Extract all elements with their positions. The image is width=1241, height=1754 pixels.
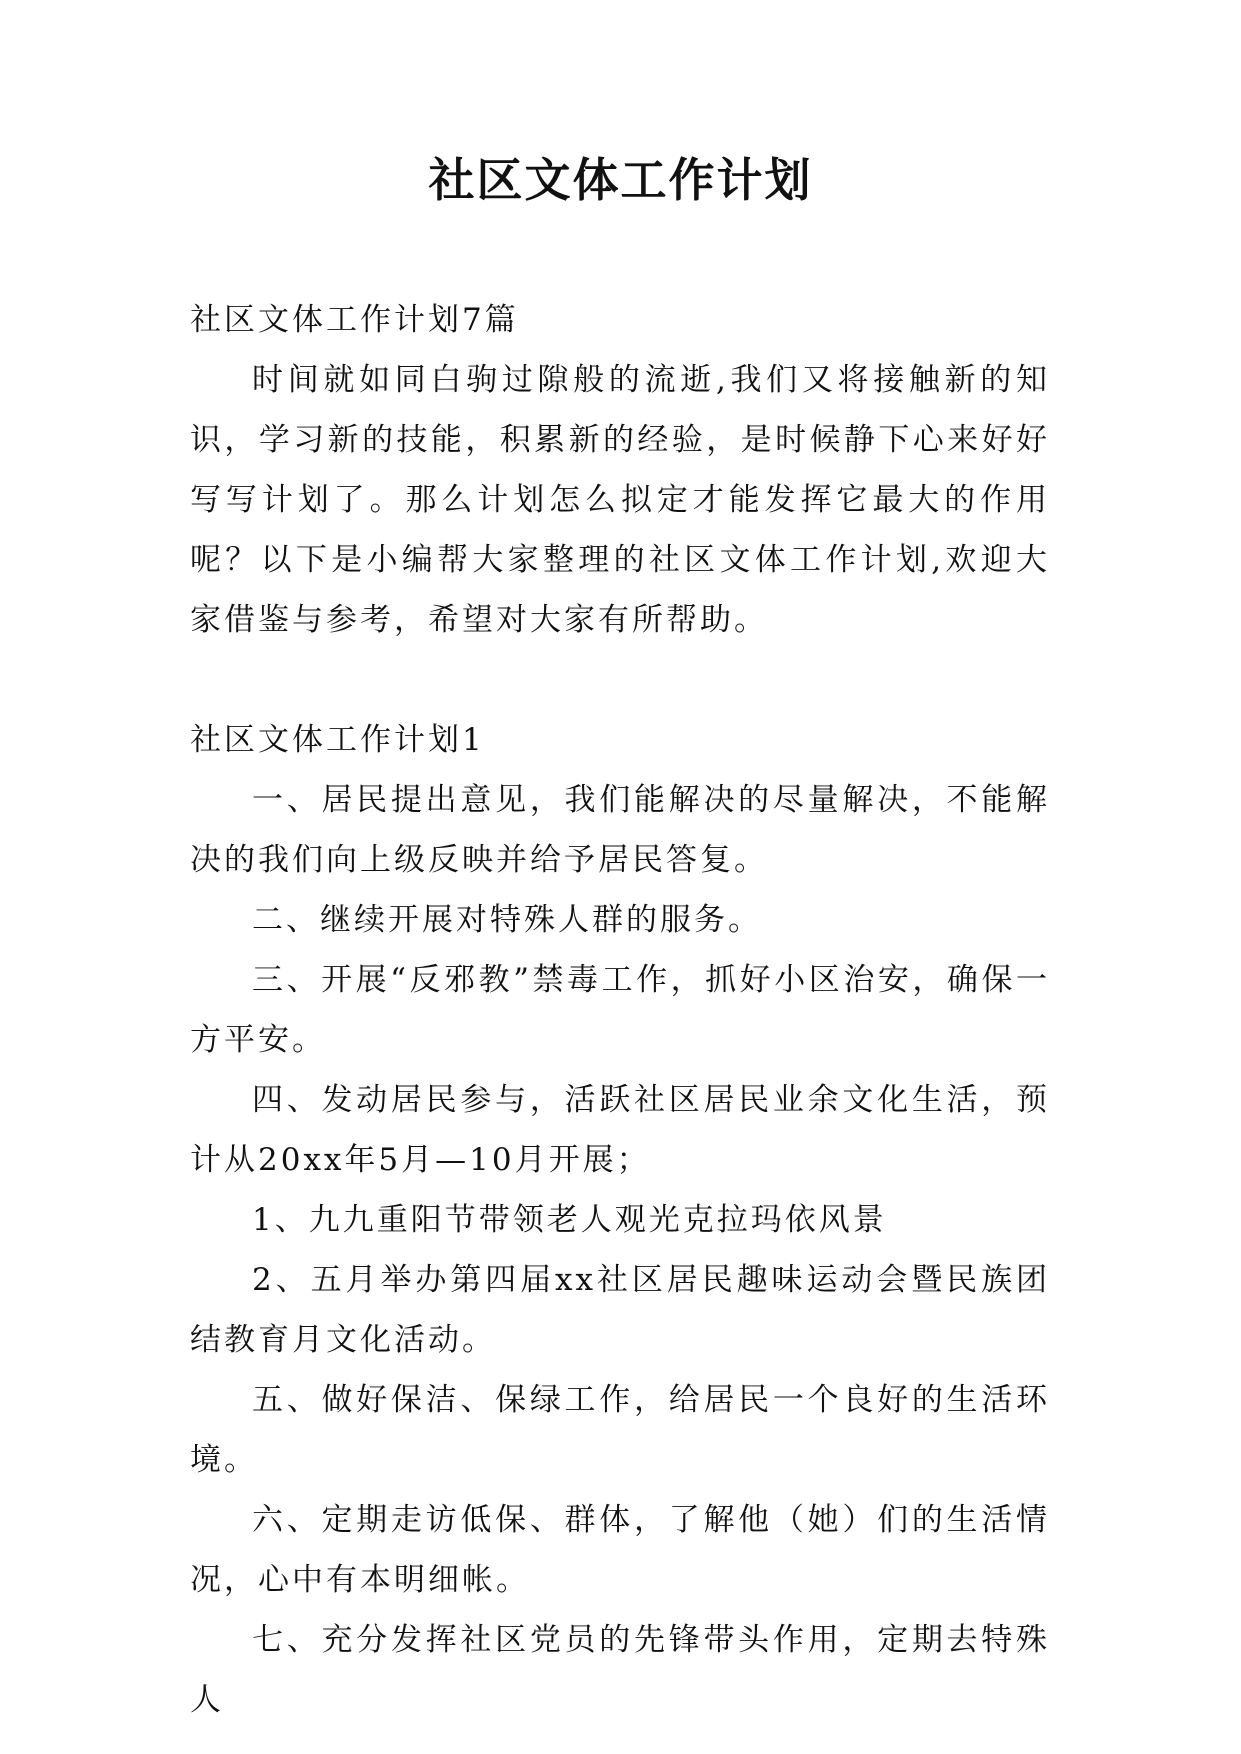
intro-paragraph: 时间就如同白驹过隙般的流逝,我们又将接触新的知识，学习新的技能，积累新的经验，是时候静下心来好好写写计划了。那么计划怎么拟定才能发挥它最大的作用呢？以下是小编帮大家整理的社区文体工作计划,欢迎大家借鉴与参考，希望对大家有所帮助。 — [190, 362, 1050, 638]
document-body — [190, 290, 1050, 1730]
section-heading: 社区文体工作计划1 — [190, 722, 485, 758]
plan-item: 一、居民提出意见，我们能解决的尽量解决，不能解决的我们向上级反映并给予居民答复。 — [190, 782, 1050, 878]
document-title: 社区文体工作计划 — [428, 153, 813, 207]
plan-subitem: 2、五月举办第四届xx社区居民趣味运动会暨民族团结教育月文化活动。 — [190, 1262, 1050, 1358]
plan-item: 五、做好保洁、保绿工作，给居民一个良好的生活环境。 — [190, 1382, 1050, 1478]
section-gap — [190, 650, 1050, 710]
plan-item: 三、开展“反邪教”禁毒工作，抓好小区治安，确保一方平安。 — [190, 962, 1050, 1058]
plan-item: 二、继续开展对特殊人群的服务。 — [252, 902, 762, 938]
plan-subitem: 1、九九重阳节带领老人观光克拉玛依风景 — [252, 1202, 887, 1238]
plan-item: 七、充分发挥社区党员的先锋带头作用，定期去特殊人 — [190, 1622, 1050, 1718]
document-subtitle: 社区文体工作计划7篇 — [190, 302, 519, 338]
plan-item: 六、定期走访低保、群体，了解他（她）们的生活情况，心中有本明细帐。 — [190, 1502, 1050, 1598]
plan-item: 四、发动居民参与，活跃社区居民业余文化生活，预计从20xx年5月—10月开展； — [190, 1082, 1050, 1178]
